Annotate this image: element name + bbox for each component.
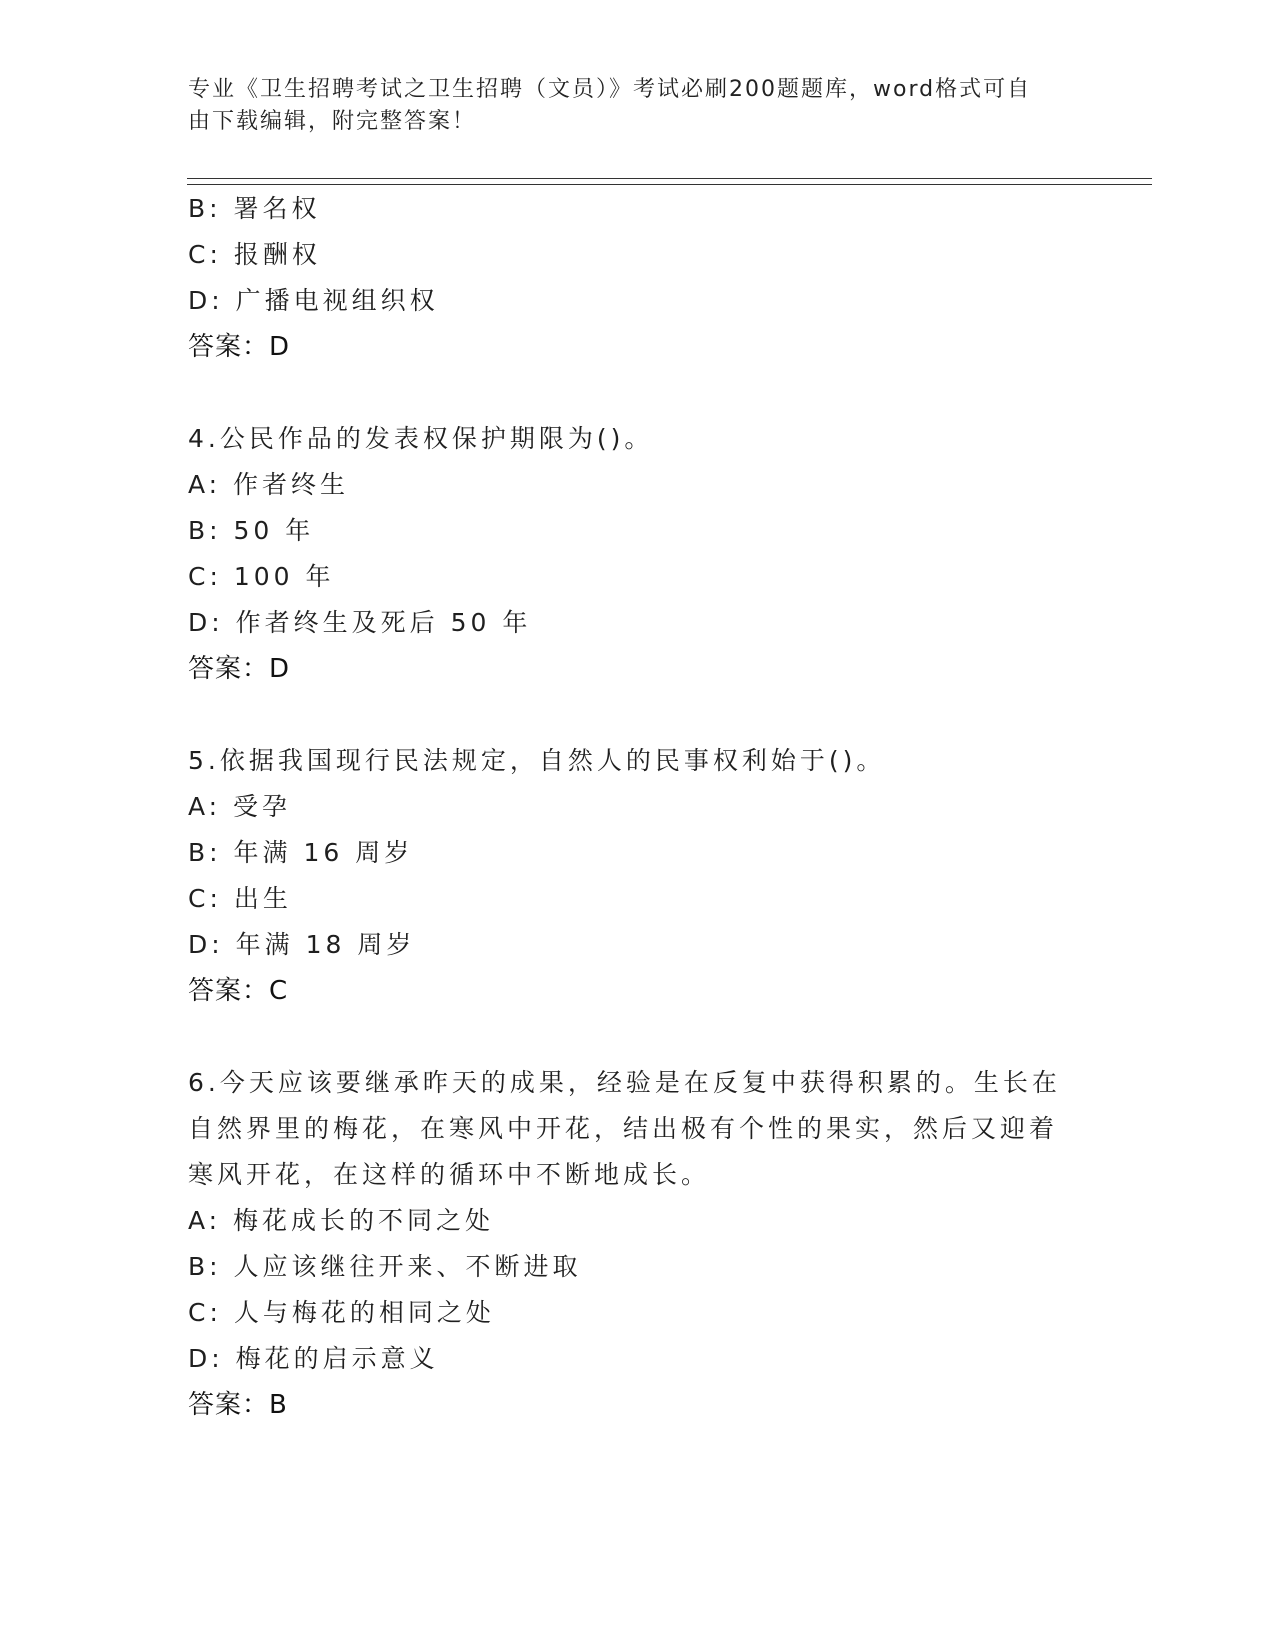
answer-line: 答案：D	[188, 654, 291, 684]
header-line-2: 由下载编辑，附完整答案！	[188, 109, 477, 134]
question-stem-line-2: 自然界里的梅花，在寒风中开花，结出极有个性的果实，然后又迎着	[188, 1114, 1059, 1143]
question-6	[188, 1060, 1088, 1428]
option-b: B: 人应该继往开来、不断进取	[188, 1252, 582, 1281]
answer-line: 答案：C	[188, 976, 289, 1006]
spacer	[188, 692, 1088, 738]
question-stem: 5.依据我国现行民法规定，自然人的民事权利始于()。	[188, 746, 886, 775]
option-a: A: 作者终生	[188, 470, 350, 499]
option-a: A: 受孕	[188, 792, 292, 821]
option-b: B: 50 年	[188, 516, 315, 545]
question-4	[188, 416, 1088, 692]
question-stem: 4.公民作品的发表权保护期限为()。	[188, 424, 654, 453]
answer-line: 答案：D	[188, 332, 291, 362]
spacer	[188, 1014, 1088, 1060]
question-list	[188, 186, 1088, 1428]
option-d: D: 广播电视组织权	[188, 286, 439, 315]
option-a: A: 梅花成长的不同之处	[188, 1206, 495, 1235]
header-divider-bottom	[187, 184, 1152, 185]
header-divider-top	[187, 178, 1152, 179]
option-d: D: 作者终生及死后 50 年	[188, 608, 532, 637]
option-b: B: 署名权	[188, 194, 321, 223]
document-header	[188, 74, 1088, 138]
answer-line: 答案：B	[188, 1390, 288, 1420]
option-b: B: 年满 16 周岁	[188, 838, 414, 867]
option-d: D: 年满 18 周岁	[188, 930, 416, 959]
option-c: C: 报酬权	[188, 240, 321, 269]
option-c: C: 出生	[188, 884, 292, 913]
question-stem-line-1: 6.今天应该要继承昨天的成果，经验是在反复中获得积累的。生长在	[188, 1068, 1061, 1097]
option-d: D: 梅花的启示意义	[188, 1344, 439, 1373]
option-c: C: 人与梅花的相同之处	[188, 1298, 495, 1327]
spacer	[188, 370, 1088, 416]
header-line-1: 专业《卫生招聘考试之卫生招聘（文员）》考试必刷200题题库，word格式可自	[188, 77, 1032, 102]
question-stem-line-3: 寒风开花，在这样的循环中不断地成长。	[188, 1160, 711, 1189]
option-c: C: 100 年	[188, 562, 335, 591]
question-5	[188, 738, 1088, 1014]
question-3	[188, 186, 1088, 370]
